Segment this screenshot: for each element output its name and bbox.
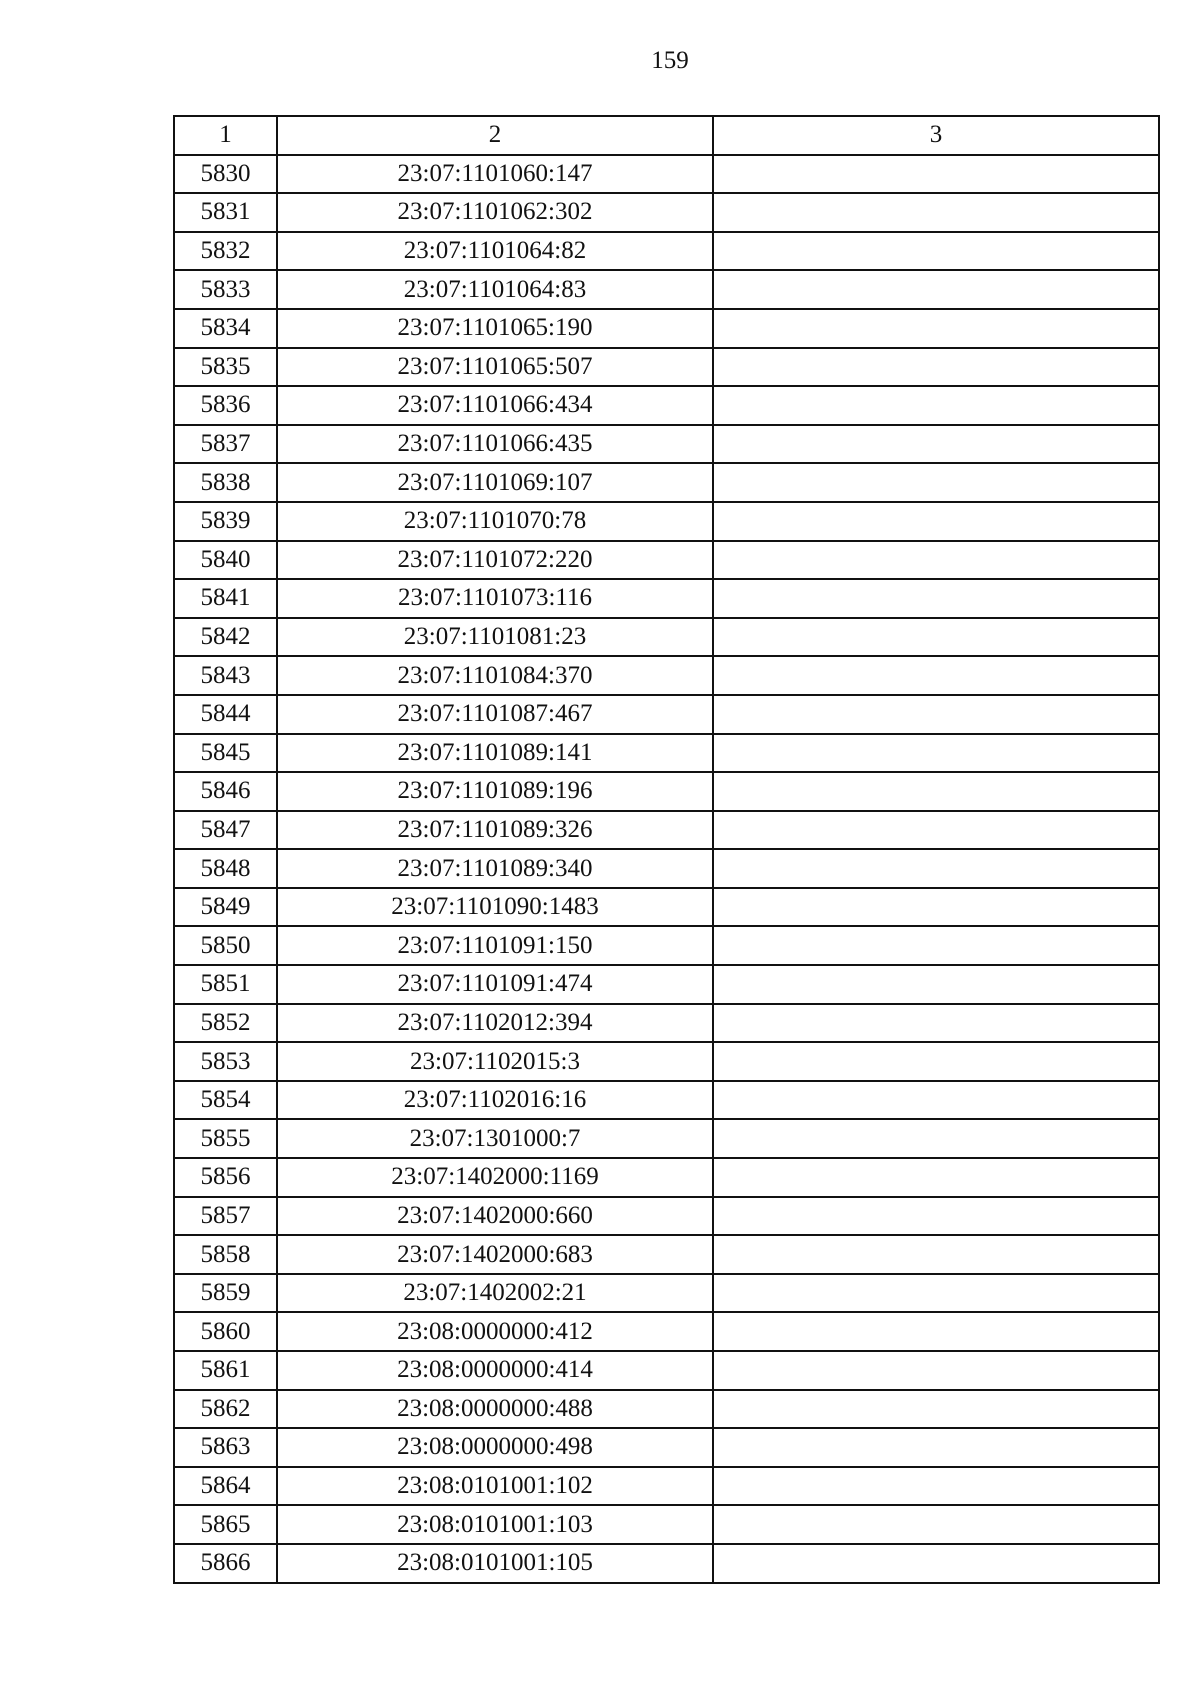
row-number-cell: 5852 — [174, 1004, 277, 1043]
table-row — [174, 193, 1159, 232]
cadastral-number-cell: 23:07:1101089:340 — [277, 849, 713, 888]
note-cell — [713, 1390, 1159, 1429]
note-cell — [713, 270, 1159, 309]
row-number-cell: 5858 — [174, 1235, 277, 1274]
row-number-cell: 5860 — [174, 1312, 277, 1351]
row-number-cell: 5855 — [174, 1119, 277, 1158]
table-row — [174, 1081, 1159, 1120]
note-cell — [713, 772, 1159, 811]
cadastral-number-cell: 23:07:1101064:83 — [277, 270, 713, 309]
table-row — [174, 965, 1159, 1004]
table-row — [174, 232, 1159, 271]
note-cell — [713, 888, 1159, 927]
row-number-cell: 5862 — [174, 1390, 277, 1429]
table-row — [174, 425, 1159, 464]
row-number-cell: 5865 — [174, 1505, 277, 1544]
note-cell — [713, 1467, 1159, 1506]
table-row — [174, 1544, 1159, 1583]
row-number-cell: 5844 — [174, 695, 277, 734]
note-cell — [713, 734, 1159, 773]
cadastral-number-cell: 23:07:1101089:326 — [277, 811, 713, 850]
row-number-cell: 5833 — [174, 270, 277, 309]
cadastral-number-cell: 23:07:1102015:3 — [277, 1042, 713, 1081]
table-row — [174, 926, 1159, 965]
note-cell — [713, 425, 1159, 464]
cadastral-number-cell: 23:07:1402000:683 — [277, 1235, 713, 1274]
cadastral-number-cell: 23:07:1101072:220 — [277, 541, 713, 580]
cadastral-number-cell: 23:07:1402000:660 — [277, 1197, 713, 1236]
row-number-cell: 5834 — [174, 309, 277, 348]
row-number-cell: 5861 — [174, 1351, 277, 1390]
cadastral-number-cell: 23:08:0000000:414 — [277, 1351, 713, 1390]
table-row — [174, 1467, 1159, 1506]
table-row — [174, 1042, 1159, 1081]
row-number-cell: 5848 — [174, 849, 277, 888]
note-cell — [713, 348, 1159, 387]
table-row — [174, 155, 1159, 194]
note-cell — [713, 193, 1159, 232]
note-cell — [713, 1544, 1159, 1583]
row-number-cell: 5843 — [174, 656, 277, 695]
cadastral-number-cell: 23:07:1102016:16 — [277, 1081, 713, 1120]
cadastral-number-cell: 23:08:0000000:412 — [277, 1312, 713, 1351]
note-cell — [713, 309, 1159, 348]
table-row — [174, 1119, 1159, 1158]
row-number-cell: 5849 — [174, 888, 277, 927]
row-number-cell: 5845 — [174, 734, 277, 773]
row-number-cell: 5837 — [174, 425, 277, 464]
cadastral-number-cell: 23:07:1101066:434 — [277, 386, 713, 425]
table-row — [174, 888, 1159, 927]
table-row — [174, 1351, 1159, 1390]
row-number-cell: 5846 — [174, 772, 277, 811]
note-cell — [713, 1428, 1159, 1467]
row-number-cell: 5836 — [174, 386, 277, 425]
table-row — [174, 811, 1159, 850]
column-header-3: 3 — [713, 116, 1159, 155]
column-header-2: 2 — [277, 116, 713, 155]
table-row — [174, 309, 1159, 348]
cadastral-number-cell: 23:07:1101064:82 — [277, 232, 713, 271]
note-cell — [713, 656, 1159, 695]
row-number-cell: 5856 — [174, 1158, 277, 1197]
table-row — [174, 270, 1159, 309]
row-number-cell: 5838 — [174, 463, 277, 502]
cadastral-number-cell: 23:08:0000000:498 — [277, 1428, 713, 1467]
table-row — [174, 386, 1159, 425]
cadastral-number-cell: 23:07:1402000:1169 — [277, 1158, 713, 1197]
note-cell — [713, 618, 1159, 657]
cadastral-number-cell: 23:07:1101065:507 — [277, 348, 713, 387]
row-number-cell: 5857 — [174, 1197, 277, 1236]
table-row — [174, 1004, 1159, 1043]
cadastral-number-cell: 23:08:0101001:105 — [277, 1544, 713, 1583]
table-row — [174, 579, 1159, 618]
note-cell — [713, 463, 1159, 502]
table-row — [174, 348, 1159, 387]
note-cell — [713, 502, 1159, 541]
row-number-cell: 5853 — [174, 1042, 277, 1081]
cadastral-number-cell: 23:07:1101091:150 — [277, 926, 713, 965]
note-cell — [713, 1235, 1159, 1274]
row-number-cell: 5854 — [174, 1081, 277, 1120]
row-number-cell: 5850 — [174, 926, 277, 965]
cadastral-number-cell: 23:07:1301000:7 — [277, 1119, 713, 1158]
table-row — [174, 618, 1159, 657]
cadastral-number-cell: 23:07:1101087:467 — [277, 695, 713, 734]
row-number-cell: 5847 — [174, 811, 277, 850]
table-row — [174, 849, 1159, 888]
table-row — [174, 541, 1159, 580]
note-cell — [713, 1119, 1159, 1158]
table-row — [174, 463, 1159, 502]
row-number-cell: 5832 — [174, 232, 277, 271]
cadastral-number-cell: 23:07:1101066:435 — [277, 425, 713, 464]
cadastral-number-cell: 23:07:1101060:147 — [277, 155, 713, 194]
row-number-cell: 5851 — [174, 965, 277, 1004]
table-body — [174, 155, 1159, 1583]
table-row — [174, 1274, 1159, 1313]
cadastral-number-cell: 23:07:1101089:141 — [277, 734, 713, 773]
table-row — [174, 1390, 1159, 1429]
note-cell — [713, 579, 1159, 618]
note-cell — [713, 1081, 1159, 1120]
note-cell — [713, 1505, 1159, 1544]
table-row — [174, 734, 1159, 773]
column-header-1: 1 — [174, 116, 277, 155]
cadastral-number-cell: 23:07:1101069:107 — [277, 463, 713, 502]
note-cell — [713, 1351, 1159, 1390]
note-cell — [713, 232, 1159, 271]
cadastral-number-cell: 23:07:1101065:190 — [277, 309, 713, 348]
table-row — [174, 1312, 1159, 1351]
table-header-row — [174, 116, 1159, 155]
row-number-cell: 5863 — [174, 1428, 277, 1467]
note-cell — [713, 386, 1159, 425]
note-cell — [713, 965, 1159, 1004]
table-row — [174, 772, 1159, 811]
cadastral-number-cell: 23:07:1402002:21 — [277, 1274, 713, 1313]
cadastral-number-cell: 23:07:1101062:302 — [277, 193, 713, 232]
page-number: 159 — [651, 47, 689, 74]
row-number-cell: 5841 — [174, 579, 277, 618]
note-cell — [713, 1312, 1159, 1351]
row-number-cell: 5864 — [174, 1467, 277, 1506]
row-number-cell: 5835 — [174, 348, 277, 387]
note-cell — [713, 1197, 1159, 1236]
cadastral-number-cell: 23:07:1101073:116 — [277, 579, 713, 618]
cadastral-number-cell: 23:07:1101090:1483 — [277, 888, 713, 927]
note-cell — [713, 849, 1159, 888]
table-row — [174, 1197, 1159, 1236]
row-number-cell: 5866 — [174, 1544, 277, 1583]
cadastral-number-cell: 23:08:0101001:103 — [277, 1505, 713, 1544]
cadastral-number-cell: 23:07:1101070:78 — [277, 502, 713, 541]
table-row — [174, 502, 1159, 541]
note-cell — [713, 695, 1159, 734]
note-cell — [713, 541, 1159, 580]
note-cell — [713, 1274, 1159, 1313]
note-cell — [713, 1004, 1159, 1043]
row-number-cell: 5831 — [174, 193, 277, 232]
cadastral-number-cell: 23:07:1101084:370 — [277, 656, 713, 695]
note-cell — [713, 926, 1159, 965]
cadastral-number-cell: 23:07:1101089:196 — [277, 772, 713, 811]
table-row — [174, 656, 1159, 695]
note-cell — [713, 811, 1159, 850]
cadastral-number-cell: 23:07:1101091:474 — [277, 965, 713, 1004]
data-table — [173, 115, 1160, 1584]
table-row — [174, 1505, 1159, 1544]
note-cell — [713, 1158, 1159, 1197]
table-row — [174, 695, 1159, 734]
row-number-cell: 5840 — [174, 541, 277, 580]
cadastral-number-cell: 23:07:1102012:394 — [277, 1004, 713, 1043]
note-cell — [713, 155, 1159, 194]
note-cell — [713, 1042, 1159, 1081]
cadastral-number-cell: 23:08:0101001:102 — [277, 1467, 713, 1506]
cadastral-number-cell: 23:08:0000000:488 — [277, 1390, 713, 1429]
table-row — [174, 1428, 1159, 1467]
row-number-cell: 5842 — [174, 618, 277, 657]
row-number-cell: 5839 — [174, 502, 277, 541]
table-row — [174, 1158, 1159, 1197]
table-row — [174, 1235, 1159, 1274]
row-number-cell: 5859 — [174, 1274, 277, 1313]
row-number-cell: 5830 — [174, 155, 277, 194]
cadastral-number-cell: 23:07:1101081:23 — [277, 618, 713, 657]
